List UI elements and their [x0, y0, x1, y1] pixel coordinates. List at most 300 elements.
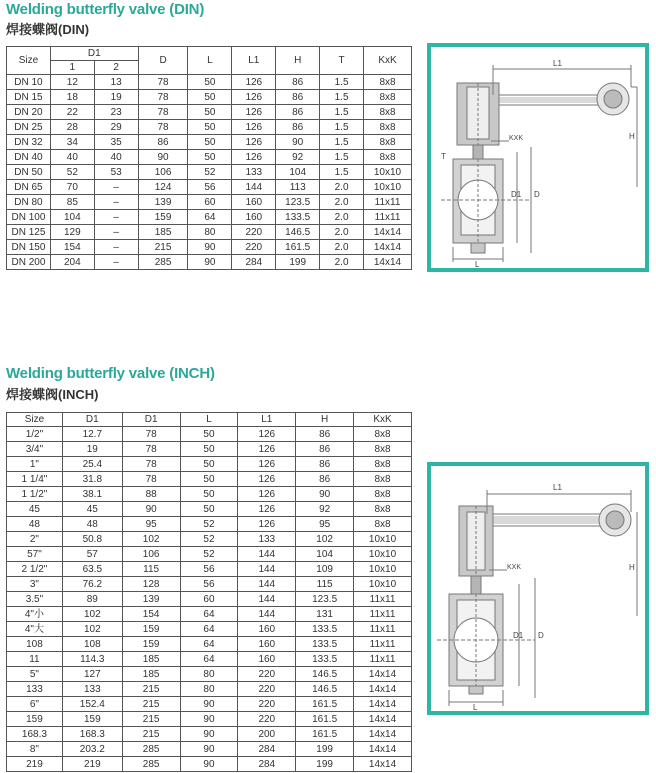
inch-table-row [7, 622, 412, 637]
inch-header-h: H [296, 413, 354, 427]
din-table-cell: DN 150 [7, 240, 51, 255]
din-table-row [7, 225, 412, 240]
din-table-cell: 126 [232, 135, 276, 150]
din-table-cell: 154 [50, 240, 94, 255]
din-table-cell: 64 [188, 210, 232, 225]
din-header-d: D [138, 47, 188, 75]
inch-table-cell: 152.4 [62, 697, 122, 712]
din-table-cell: DN 10 [7, 75, 51, 90]
handle-bar [493, 97, 603, 103]
din-table-cell: 78 [138, 105, 188, 120]
din-table-cell: 204 [50, 255, 94, 270]
inch-table-cell: 168.3 [7, 727, 63, 742]
din-table-cell: 86 [276, 75, 320, 90]
inch-table-row [7, 577, 412, 592]
inch-table-cell: 133 [238, 532, 296, 547]
inch-table-cell: 14x14 [354, 742, 412, 757]
din-table-cell: 2.0 [320, 225, 364, 240]
inch-table-cell: 50.8 [62, 532, 122, 547]
inch-table-row [7, 547, 412, 562]
inch-table-cell: 185 [122, 667, 180, 682]
din-table-cell: 126 [232, 120, 276, 135]
din-valve-drawing [431, 47, 645, 268]
inch-table-cell: 161.5 [296, 712, 354, 727]
inch-table-cell: 159 [7, 712, 63, 727]
inch-table-cell: 215 [122, 682, 180, 697]
din-table-cell: 8x8 [364, 135, 412, 150]
din-diagram-frame [427, 43, 649, 272]
inch-table-cell: 14x14 [354, 682, 412, 697]
din-table-cell: DN 100 [7, 210, 51, 225]
din-table-cell: 52 [188, 165, 232, 180]
inch-table-row [7, 487, 412, 502]
inch-table-row [7, 697, 412, 712]
inch-table-row [7, 427, 412, 442]
inch-valve-drawing [431, 466, 645, 711]
din-header-d1-2: 2 [94, 61, 138, 75]
handle-knob-hub [604, 90, 622, 108]
inch-table-cell: 126 [238, 442, 296, 457]
din-table-cell: 220 [232, 240, 276, 255]
inch-table-cell: 2" [7, 532, 63, 547]
din-table-cell: 104 [50, 210, 94, 225]
din-table-cell: DN 80 [7, 195, 51, 210]
inch-table-cell: 161.5 [296, 727, 354, 742]
din-table-cell: – [94, 195, 138, 210]
inch-table-cell: 3/4" [7, 442, 63, 457]
din-table-cell: 34 [50, 135, 94, 150]
din-table-cell: 78 [138, 75, 188, 90]
inch-table-cell: 90 [180, 742, 238, 757]
din-table-cell: 56 [188, 180, 232, 195]
din-table-row [7, 90, 412, 105]
din-table-cell: 50 [188, 105, 232, 120]
inch-table-cell: 80 [180, 682, 238, 697]
inch-table-cell: 8" [7, 742, 63, 757]
inch-table-cell: 133.5 [296, 637, 354, 652]
din-table-cell: 86 [276, 120, 320, 135]
inch-table-cell: 102 [122, 532, 180, 547]
inch-table-cell: 102 [62, 622, 122, 637]
inch-table-cell: 8x8 [354, 502, 412, 517]
din-table-cell: – [94, 210, 138, 225]
din-table-cell: 70 [50, 180, 94, 195]
inch-table-cell: 50 [180, 457, 238, 472]
din-table-cell: 199 [276, 255, 320, 270]
din-table-cell: 146.5 [276, 225, 320, 240]
din-table-row [7, 255, 412, 270]
inch-table-row [7, 682, 412, 697]
inch-table-cell: 45 [7, 502, 63, 517]
inch-table-cell: 14x14 [354, 667, 412, 682]
inch-table-cell: 95 [296, 517, 354, 532]
inch-table-row [7, 637, 412, 652]
inch-table-cell: 89 [62, 592, 122, 607]
din-table-cell: 14x14 [364, 240, 412, 255]
inch-table-cell: 168.3 [62, 727, 122, 742]
inch-table-cell: 199 [296, 742, 354, 757]
din-table-cell: – [94, 255, 138, 270]
inch-table-cell: 78 [122, 472, 180, 487]
inch-table-cell: 203.2 [62, 742, 122, 757]
inch-table-cell: 48 [62, 517, 122, 532]
din-table-cell: 1.5 [320, 135, 364, 150]
din-table-cell: 90 [138, 150, 188, 165]
inch-table-cell: 108 [62, 637, 122, 652]
inch-table-cell: 133.5 [296, 652, 354, 667]
inch-table-cell: 86 [296, 427, 354, 442]
inch-table-cell: 108 [7, 637, 63, 652]
inch-table-cell: 56 [180, 577, 238, 592]
din-table-row [7, 180, 412, 195]
inch-table-cell: 78 [122, 457, 180, 472]
inch-table-cell: 220 [238, 667, 296, 682]
inch-table-cell: 19 [62, 442, 122, 457]
inch-table-cell: 102 [296, 532, 354, 547]
din-table-cell: – [94, 240, 138, 255]
inch-table-cell: 285 [122, 742, 180, 757]
inch-table-cell: 106 [122, 547, 180, 562]
inch-label-h: H [629, 563, 635, 572]
inch-table-cell: 78 [122, 442, 180, 457]
din-table-cell: 13 [94, 75, 138, 90]
din-table-cell: 28 [50, 120, 94, 135]
din-table-cell: 133.5 [276, 210, 320, 225]
din-table-cell: 129 [50, 225, 94, 240]
inch-table-cell: 50 [180, 487, 238, 502]
din-table-cell: 8x8 [364, 105, 412, 120]
inch-header-d: D1 [122, 413, 180, 427]
din-header-t: T [320, 47, 364, 75]
inch-table-cell: 64 [180, 652, 238, 667]
inch-header-l: L [180, 413, 238, 427]
inch-table-cell: 11x11 [354, 607, 412, 622]
inch-table-cell: 11x11 [354, 652, 412, 667]
din-table-cell: 160 [232, 195, 276, 210]
din-table-cell: 52 [50, 165, 94, 180]
inch-table-cell: 5" [7, 667, 63, 682]
din-table-cell: 14x14 [364, 225, 412, 240]
inch-table-cell: 160 [238, 622, 296, 637]
inch-title: Welding butterfly valve (INCH) [6, 365, 215, 382]
din-table-cell: 18 [50, 90, 94, 105]
inch-table-cell: 52 [180, 517, 238, 532]
inch-table-cell: 80 [180, 667, 238, 682]
inch-table-cell: 50 [180, 472, 238, 487]
inch-table-cell: 102 [62, 607, 122, 622]
inch-table-cell: 86 [296, 457, 354, 472]
inch-table-cell: 38.1 [62, 487, 122, 502]
din-table-cell: 53 [94, 165, 138, 180]
din-table-cell: 22 [50, 105, 94, 120]
inch-table-cell: 14x14 [354, 697, 412, 712]
din-table-cell: 113 [276, 180, 320, 195]
din-table-cell: 2.0 [320, 210, 364, 225]
din-table-cell: DN 125 [7, 225, 51, 240]
inch-header-size: Size [7, 413, 63, 427]
din-header-kxk: KxK [364, 47, 412, 75]
din-table-cell: 1.5 [320, 165, 364, 180]
din-table-cell: 185 [138, 225, 188, 240]
inch-table-cell: 199 [296, 757, 354, 772]
inch-table-cell: 14x14 [354, 757, 412, 772]
inch-table-cell: 14x14 [354, 727, 412, 742]
inch-table-cell: 126 [238, 502, 296, 517]
inch-table-cell: 126 [238, 517, 296, 532]
inch-table-cell: 95 [122, 517, 180, 532]
inch-table-cell: 284 [238, 742, 296, 757]
din-table-cell: 133 [232, 165, 276, 180]
inch-table-cell: 3" [7, 577, 63, 592]
din-table-cell: 8x8 [364, 90, 412, 105]
inch-diagram-frame [427, 462, 649, 715]
inch-table-cell: 8x8 [354, 517, 412, 532]
inch-table-cell: 284 [238, 757, 296, 772]
bottom-cap [469, 686, 483, 694]
inch-table-cell: 285 [122, 757, 180, 772]
din-table-cell: 86 [276, 90, 320, 105]
inch-header-l1: L1 [238, 413, 296, 427]
din-table-cell: DN 25 [7, 120, 51, 135]
inch-header-kxk: KxK [354, 413, 412, 427]
inch-table-cell: 8x8 [354, 472, 412, 487]
inch-table-cell: 185 [122, 652, 180, 667]
din-table-cell: DN 65 [7, 180, 51, 195]
din-table-row [7, 150, 412, 165]
inch-table-cell: 115 [122, 562, 180, 577]
inch-table-cell: 123.5 [296, 592, 354, 607]
din-table-cell: 2.0 [320, 195, 364, 210]
inch-table-cell: 8x8 [354, 487, 412, 502]
din-table-cell: 50 [188, 75, 232, 90]
inch-table-cell: 126 [238, 457, 296, 472]
inch-table-cell: 154 [122, 607, 180, 622]
din-subtitle: 焊接蝶阀(DIN) [6, 22, 90, 37]
inch-table-cell: 88 [122, 487, 180, 502]
inch-table-cell: 133 [62, 682, 122, 697]
inch-table-cell: 215 [122, 697, 180, 712]
inch-table-cell: 126 [238, 472, 296, 487]
din-table-cell: 50 [188, 120, 232, 135]
inch-table-row [7, 727, 412, 742]
inch-table-cell: 64 [180, 622, 238, 637]
din-table-cell: 8x8 [364, 150, 412, 165]
inch-table-cell: 50 [180, 442, 238, 457]
din-table-cell: 160 [232, 210, 276, 225]
din-table-cell: 86 [276, 105, 320, 120]
din-table-cell: DN 40 [7, 150, 51, 165]
inch-label-l1: L1 [553, 483, 562, 492]
inch-table-cell: 126 [238, 427, 296, 442]
inch-table-cell: 90 [296, 487, 354, 502]
din-table-cell: 23 [94, 105, 138, 120]
inch-table-cell: 220 [238, 697, 296, 712]
inch-table-row [7, 457, 412, 472]
inch-table-cell: 64 [180, 607, 238, 622]
din-table-row [7, 105, 412, 120]
inch-table-row [7, 502, 412, 517]
din-table-row [7, 75, 412, 90]
inch-table-cell: 90 [180, 757, 238, 772]
inch-table-cell: 50 [180, 502, 238, 517]
din-table-cell: 126 [232, 75, 276, 90]
din-table-cell: 2.0 [320, 240, 364, 255]
inch-table-row [7, 532, 412, 547]
inch-table-cell: 8x8 [354, 427, 412, 442]
inch-table-cell: 1" [7, 457, 63, 472]
din-table-cell: 85 [50, 195, 94, 210]
din-table-cell: 126 [232, 150, 276, 165]
din-header-size: Size [7, 47, 51, 75]
din-table-cell: 1.5 [320, 90, 364, 105]
inch-table-cell: 1 1/4" [7, 472, 63, 487]
din-label-t: T [441, 152, 446, 161]
inch-label-l: L [473, 703, 478, 711]
din-header-h: H [276, 47, 320, 75]
din-header-d1: D1 [50, 47, 138, 61]
din-table-row [7, 135, 412, 150]
din-table-cell: DN 50 [7, 165, 51, 180]
din-table-cell: 104 [276, 165, 320, 180]
inch-table-row [7, 667, 412, 682]
din-table-cell: 86 [138, 135, 188, 150]
inch-table-cell: 25.4 [62, 457, 122, 472]
inch-table-cell: 160 [238, 652, 296, 667]
inch-table-cell: 126 [238, 487, 296, 502]
inch-table-cell: 200 [238, 727, 296, 742]
inch-table-cell: 159 [122, 637, 180, 652]
inch-table-cell: 50 [180, 427, 238, 442]
din-table-cell: 10x10 [364, 180, 412, 195]
din-table-cell: 1.5 [320, 120, 364, 135]
din-table-cell: 50 [188, 150, 232, 165]
inch-table-cell: 10x10 [354, 532, 412, 547]
din-title: Welding butterfly valve (DIN) [6, 1, 205, 18]
stem-neck [473, 145, 483, 159]
din-table-cell: 12 [50, 75, 94, 90]
din-table-cell: 159 [138, 210, 188, 225]
din-table-cell: – [94, 180, 138, 195]
inch-table-cell: 63.5 [62, 562, 122, 577]
din-table-cell: 14x14 [364, 255, 412, 270]
din-table-cell: 40 [50, 150, 94, 165]
inch-table-cell: 215 [122, 712, 180, 727]
inch-table-cell: 144 [238, 577, 296, 592]
din-table-cell: 90 [188, 240, 232, 255]
din-header-l1: L1 [232, 47, 276, 75]
din-table-cell: 161.5 [276, 240, 320, 255]
din-table-cell: 126 [232, 90, 276, 105]
inch-table-cell: 159 [62, 712, 122, 727]
inch-table-cell: 86 [296, 442, 354, 457]
inch-table-cell: 139 [122, 592, 180, 607]
inch-table-cell: 52 [180, 547, 238, 562]
inch-table-cell: 86 [296, 472, 354, 487]
din-header-row-1 [7, 47, 412, 61]
inch-table-cell: 10x10 [354, 577, 412, 592]
inch-table-cell: 4"大 [7, 622, 63, 637]
inch-table-cell: 57 [62, 547, 122, 562]
inch-table-row [7, 742, 412, 757]
inch-table-cell: 14x14 [354, 712, 412, 727]
din-label-kxk: KXK [509, 135, 524, 142]
inch-table-body [7, 427, 412, 772]
din-table-cell: 106 [138, 165, 188, 180]
inch-table-cell: 109 [296, 562, 354, 577]
inch-header-row [7, 413, 412, 427]
inch-table-row [7, 757, 412, 772]
din-label-h: H [629, 132, 635, 141]
din-table-cell: 78 [138, 120, 188, 135]
din-table-row [7, 195, 412, 210]
inch-table-cell: 104 [296, 547, 354, 562]
din-header-l: L [188, 47, 232, 75]
din-table-cell: 284 [232, 255, 276, 270]
inch-table-cell: 127 [62, 667, 122, 682]
inch-table-cell: 10x10 [354, 547, 412, 562]
inch-table-row [7, 472, 412, 487]
inch-label-d: D [538, 631, 544, 640]
din-label-d: D [534, 190, 540, 199]
din-table-cell: 124 [138, 180, 188, 195]
inch-table-cell: 144 [238, 547, 296, 562]
din-table-cell: 50 [188, 90, 232, 105]
din-table-cell: 35 [94, 135, 138, 150]
inch-table-cell: 114.3 [62, 652, 122, 667]
inch-table-cell: 215 [122, 727, 180, 742]
din-table-cell: 11x11 [364, 210, 412, 225]
din-table-cell: 10x10 [364, 165, 412, 180]
inch-table-cell: 3.5" [7, 592, 63, 607]
inch-table-cell: 31.8 [62, 472, 122, 487]
inch-table-cell: 1 1/2" [7, 487, 63, 502]
inch-table-cell: 144 [238, 607, 296, 622]
inch-table-cell: 220 [238, 712, 296, 727]
inch-table-cell: 10x10 [354, 562, 412, 577]
inch-table-cell: 146.5 [296, 667, 354, 682]
inch-table-cell: 220 [238, 682, 296, 697]
din-header-d1-1: 1 [50, 61, 94, 75]
din-table-row [7, 120, 412, 135]
din-table-row [7, 210, 412, 225]
inch-table-cell: 115 [296, 577, 354, 592]
inch-table-cell: 128 [122, 577, 180, 592]
inch-table-cell: 60 [180, 592, 238, 607]
din-table-cell: 60 [188, 195, 232, 210]
din-table-cell: 220 [232, 225, 276, 240]
din-table-cell: 126 [232, 105, 276, 120]
handle-bar [487, 516, 603, 524]
inch-table-cell: 160 [238, 637, 296, 652]
inch-table-cell: 133.5 [296, 622, 354, 637]
handle-knob-hub [606, 511, 624, 529]
inch-table-cell: 159 [122, 622, 180, 637]
inch-subtitle: 焊接蝶阀(INCH) [6, 387, 99, 402]
din-table-cell: 80 [188, 225, 232, 240]
inch-table-cell: 8x8 [354, 457, 412, 472]
inch-table-cell: 11x11 [354, 637, 412, 652]
inch-table-cell: 144 [238, 592, 296, 607]
inch-table-cell: 11x11 [354, 592, 412, 607]
din-table-cell: 11x11 [364, 195, 412, 210]
din-table-cell: 1.5 [320, 150, 364, 165]
din-table-cell: 90 [276, 135, 320, 150]
din-label-l: L [475, 260, 480, 268]
inch-table-cell: 144 [238, 562, 296, 577]
din-table-cell: 29 [94, 120, 138, 135]
inch-table-cell: 1/2" [7, 427, 63, 442]
din-table-cell: 1.5 [320, 75, 364, 90]
